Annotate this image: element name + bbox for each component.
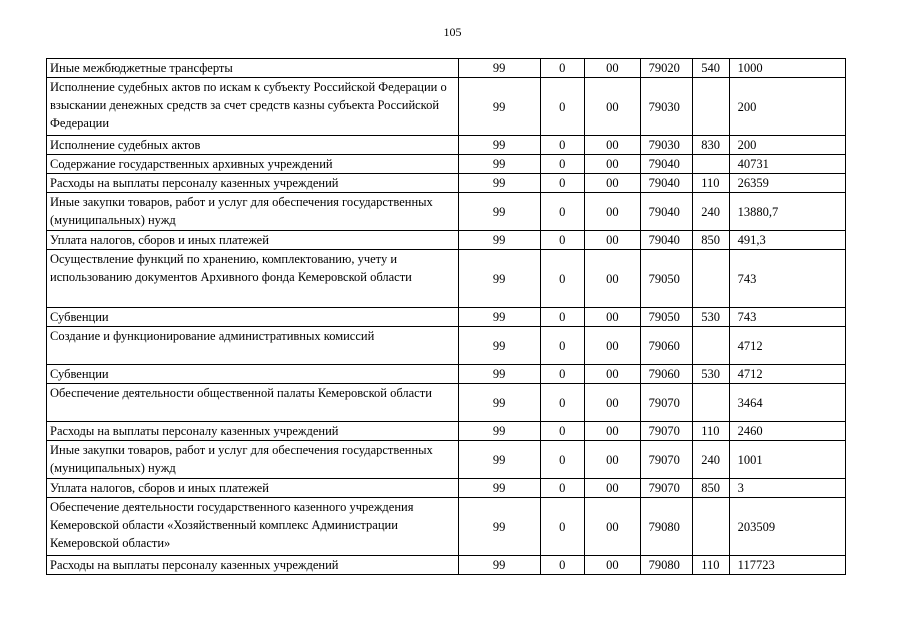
program-code: 00 — [585, 556, 641, 575]
target-item-code: 79070 — [640, 422, 693, 441]
program-code: 00 — [585, 174, 641, 193]
expense-type-code — [693, 498, 729, 556]
subsection-code: 0 — [540, 384, 585, 422]
target-item-code: 79080 — [640, 498, 693, 556]
program-code: 00 — [585, 498, 641, 556]
expense-type-code: 110 — [693, 422, 729, 441]
page-number: 105 — [443, 25, 462, 39]
expense-type-code: 530 — [693, 308, 729, 327]
expense-type-code: 110 — [693, 174, 729, 193]
table-row — [47, 174, 846, 193]
subsection-code: 0 — [540, 155, 585, 174]
table-row — [47, 556, 846, 575]
amount: 743 — [729, 250, 845, 308]
program-code: 00 — [585, 231, 641, 250]
target-item-code: 79080 — [640, 556, 693, 575]
table-row — [47, 136, 846, 155]
target-item-code: 79070 — [640, 441, 693, 479]
amount: 3 — [729, 479, 845, 498]
table-row — [47, 479, 846, 498]
expense-type-code: 240 — [693, 193, 729, 231]
row-name: Иные закупки товаров, работ и услуг для обеспечения государственных (муниципальных) нужд — [47, 441, 459, 479]
table-row — [47, 308, 846, 327]
subsection-code: 0 — [540, 193, 585, 231]
target-item-code: 79030 — [640, 78, 693, 136]
program-code: 00 — [585, 422, 641, 441]
section-code: 99 — [458, 441, 540, 479]
row-name: Расходы на выплаты персоналу казенных учреждений — [47, 422, 459, 441]
amount: 40731 — [729, 155, 845, 174]
target-item-code: 79040 — [640, 231, 693, 250]
table-row — [47, 78, 846, 136]
row-name: Иные межбюджетные трансферты — [47, 59, 459, 78]
expense-type-code: 110 — [693, 556, 729, 575]
section-code: 99 — [458, 59, 540, 78]
program-code: 00 — [585, 365, 641, 384]
program-code: 00 — [585, 250, 641, 308]
expense-type-code — [693, 384, 729, 422]
row-name: Содержание государственных архивных учреждений — [47, 155, 459, 174]
section-code: 99 — [458, 174, 540, 193]
subsection-code: 0 — [540, 308, 585, 327]
program-code: 00 — [585, 136, 641, 155]
table-row — [47, 231, 846, 250]
subsection-code: 0 — [540, 498, 585, 556]
target-item-code: 79070 — [640, 384, 693, 422]
subsection-code: 0 — [540, 78, 585, 136]
subsection-code: 0 — [540, 250, 585, 308]
table-row — [47, 155, 846, 174]
subsection-code: 0 — [540, 59, 585, 78]
table-row — [47, 498, 846, 556]
target-item-code: 79050 — [640, 250, 693, 308]
row-name: Обеспечение деятельности общественной палаты Кемеровской области — [47, 384, 459, 422]
section-code: 99 — [458, 136, 540, 155]
section-code: 99 — [458, 556, 540, 575]
section-code: 99 — [458, 422, 540, 441]
section-code: 99 — [458, 193, 540, 231]
amount: 203509 — [729, 498, 845, 556]
table-row — [47, 59, 846, 78]
amount: 1001 — [729, 441, 845, 479]
table-row — [47, 422, 846, 441]
section-code: 99 — [458, 384, 540, 422]
program-code: 00 — [585, 384, 641, 422]
row-name: Исполнение судебных актов — [47, 136, 459, 155]
row-name: Создание и функционирование административных комиссий — [47, 327, 459, 365]
subsection-code: 0 — [540, 479, 585, 498]
amount: 200 — [729, 78, 845, 136]
expense-type-code: 850 — [693, 231, 729, 250]
row-name: Иные закупки товаров, работ и услуг для обеспечения государственных (муниципальных) нужд — [47, 193, 459, 231]
program-code: 00 — [585, 193, 641, 231]
program-code: 00 — [585, 441, 641, 479]
amount: 4712 — [729, 327, 845, 365]
expense-type-code — [693, 155, 729, 174]
row-name: Субвенции — [47, 365, 459, 384]
amount: 2460 — [729, 422, 845, 441]
expense-type-code: 540 — [693, 59, 729, 78]
target-item-code: 79070 — [640, 479, 693, 498]
target-item-code: 79060 — [640, 327, 693, 365]
row-name: Расходы на выплаты персоналу казенных учреждений — [47, 174, 459, 193]
program-code: 00 — [585, 327, 641, 365]
subsection-code: 0 — [540, 174, 585, 193]
amount: 13880,7 — [729, 193, 845, 231]
program-code: 00 — [585, 59, 641, 78]
target-item-code: 79040 — [640, 193, 693, 231]
expense-type-code: 240 — [693, 441, 729, 479]
section-code: 99 — [458, 155, 540, 174]
table-row — [47, 193, 846, 231]
section-code: 99 — [458, 308, 540, 327]
table-row — [47, 441, 846, 479]
row-name: Расходы на выплаты персоналу казенных учреждений — [47, 556, 459, 575]
target-item-code: 79020 — [640, 59, 693, 78]
target-item-code: 79060 — [640, 365, 693, 384]
amount: 743 — [729, 308, 845, 327]
row-name: Исполнение судебных актов по искам к субъекту Российской Федерации о взыскании денежных средств за счет средств казны субъекта Российской Федерации — [47, 78, 459, 136]
program-code: 00 — [585, 155, 641, 174]
subsection-code: 0 — [540, 441, 585, 479]
row-name: Уплата налогов, сборов и иных платежей — [47, 479, 459, 498]
target-item-code: 79040 — [640, 155, 693, 174]
target-item-code: 79040 — [640, 174, 693, 193]
expense-type-code — [693, 78, 729, 136]
table-row — [47, 384, 846, 422]
subsection-code: 0 — [540, 556, 585, 575]
section-code: 99 — [458, 78, 540, 136]
amount: 117723 — [729, 556, 845, 575]
expense-type-code: 830 — [693, 136, 729, 155]
subsection-code: 0 — [540, 327, 585, 365]
target-item-code: 79030 — [640, 136, 693, 155]
program-code: 00 — [585, 479, 641, 498]
row-name: Обеспечение деятельности государственного казенного учреждения Кемеровской области «Хозяйственный комплекс Администрации Кемеровской области» — [47, 498, 459, 556]
table-row — [47, 250, 846, 308]
expense-type-code: 530 — [693, 365, 729, 384]
expense-type-code — [693, 250, 729, 308]
subsection-code: 0 — [540, 136, 585, 155]
row-name: Уплата налогов, сборов и иных платежей — [47, 231, 459, 250]
section-code: 99 — [458, 479, 540, 498]
amount: 4712 — [729, 365, 845, 384]
table-row — [47, 327, 846, 365]
amount: 1000 — [729, 59, 845, 78]
subsection-code: 0 — [540, 365, 585, 384]
section-code: 99 — [458, 250, 540, 308]
expense-type-code — [693, 327, 729, 365]
row-name: Субвенции — [47, 308, 459, 327]
program-code: 00 — [585, 78, 641, 136]
table-row — [47, 365, 846, 384]
amount: 3464 — [729, 384, 845, 422]
amount: 26359 — [729, 174, 845, 193]
subsection-code: 0 — [540, 422, 585, 441]
row-name: Осуществление функций по хранению, комплектованию, учету и использованию документов Архивного фонда Кемеровской области — [47, 250, 459, 308]
amount: 491,3 — [729, 231, 845, 250]
section-code: 99 — [458, 231, 540, 250]
section-code: 99 — [458, 498, 540, 556]
amount: 200 — [729, 136, 845, 155]
program-code: 00 — [585, 308, 641, 327]
target-item-code: 79050 — [640, 308, 693, 327]
budget-table — [46, 58, 846, 575]
subsection-code: 0 — [540, 231, 585, 250]
section-code: 99 — [458, 327, 540, 365]
expense-type-code: 850 — [693, 479, 729, 498]
section-code: 99 — [458, 365, 540, 384]
